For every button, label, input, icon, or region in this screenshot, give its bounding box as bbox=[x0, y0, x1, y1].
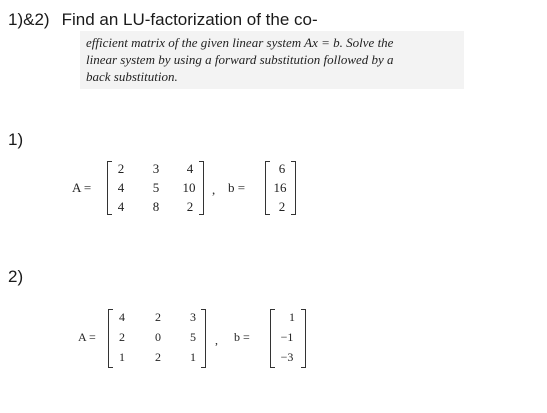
exercise-title: Find an LU-factorization of the co- bbox=[61, 10, 318, 29]
problem-1-label: 1) bbox=[8, 130, 24, 149]
instructions-line: linear system by using a forward substitution followed by a bbox=[86, 52, 394, 67]
matrix-a-cell: 2 bbox=[186, 199, 194, 214]
vector-b-cell: 2 bbox=[278, 199, 286, 214]
matrix-a-cell: 2 bbox=[119, 330, 125, 344]
matrix-a-cell: 1 bbox=[190, 350, 196, 364]
left-bracket bbox=[107, 161, 112, 215]
exercise-number: 1)&2) bbox=[8, 10, 50, 29]
matrix-a-cell: 4 bbox=[186, 161, 194, 176]
vector-b-cell: −3 bbox=[280, 350, 294, 364]
matrix-a-cell: 2 bbox=[155, 310, 161, 324]
matrix-a-cell: 5 bbox=[190, 330, 196, 344]
matrix-a-cell: 5 bbox=[152, 180, 160, 195]
matrix-a-cell: 8 bbox=[152, 199, 160, 214]
right-bracket bbox=[199, 161, 204, 215]
separator-comma: , bbox=[215, 333, 218, 347]
left-bracket bbox=[108, 309, 113, 368]
instructions-excerpt bbox=[80, 31, 464, 89]
vector-b-cell: 6 bbox=[278, 161, 286, 176]
exercise-heading bbox=[8, 10, 318, 30]
vector-b-label: b = bbox=[228, 180, 246, 195]
matrix-a-cell: 1 bbox=[119, 350, 125, 364]
matrix-a-cell: 3 bbox=[152, 161, 160, 176]
vector-b-cell: −1 bbox=[280, 330, 294, 344]
instructions-line: back substitution. bbox=[86, 69, 178, 84]
matrix-a-label: A = bbox=[78, 330, 96, 344]
matrix-a-cell: 0 bbox=[155, 330, 161, 344]
vector-b-label: b = bbox=[234, 330, 250, 344]
matrix-a-cell: 4 bbox=[117, 199, 125, 214]
instructions-line: efficient matrix of the given linear system Ax = b. Solve the bbox=[86, 35, 394, 50]
left-bracket bbox=[265, 161, 270, 215]
problem-2-label: 2) bbox=[8, 267, 24, 286]
matrix-a-cell: 4 bbox=[117, 180, 125, 195]
vector-b-cell: 16 bbox=[273, 180, 287, 195]
matrix-a-cell: 3 bbox=[190, 310, 196, 324]
matrix-a-cell: 2 bbox=[155, 350, 161, 364]
matrix-a-cell: 2 bbox=[117, 161, 125, 176]
matrix-a-cell: 10 bbox=[182, 180, 196, 195]
right-bracket bbox=[291, 161, 296, 215]
right-bracket bbox=[301, 309, 306, 368]
separator-comma: , bbox=[212, 182, 216, 197]
matrix-a-label: A = bbox=[72, 180, 92, 195]
right-bracket bbox=[201, 309, 206, 368]
matrix-a-cell: 4 bbox=[119, 310, 125, 324]
vector-b-cell: 1 bbox=[289, 310, 295, 324]
left-bracket bbox=[270, 309, 275, 368]
